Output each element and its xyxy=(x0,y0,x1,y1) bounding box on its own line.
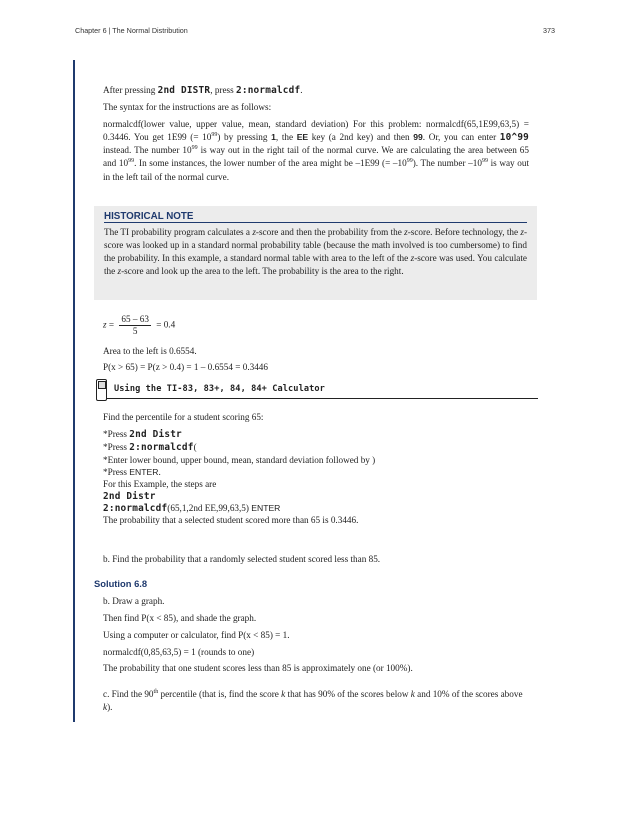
historical-note-rule xyxy=(104,222,527,223)
solution-line-2: Then find P(x < 85), and shade the graph. xyxy=(103,613,257,623)
solution-line-1: b. Draw a graph. xyxy=(103,596,165,606)
syntax-paragraph: normalcdf(lower value, upper value, mean, standard deviation) For this problem: normalcdf(65,1E99,63,5) = 0.3446. You get 1E99 (= $10^{99}$) by pressing 1, the EE key (a 2nd key) and then 99. Or, you can enter 10^99 instead. The number $10^{99}$ is way out in the right tail of the normal curve. We are calculating the area between 65 and $10^{99}$. In some instances, the lower number of the area might be –1E99 (= $-10^{99}$). The number $-10^{99}$ is way out in the left tail of the normal curve. xyxy=(103,119,530,182)
part-c-question: c. Find the 90th percentile (that is, find the score k that has 90% of the scores below k and 10% of the scores above k). xyxy=(103,688,523,713)
probability-line: P(x > 65) = P(z > 0.4) = 1 – 0.6554 = 0.3446 xyxy=(103,362,268,372)
left-margin-rule xyxy=(73,60,75,722)
key-10-99: 10^99 xyxy=(499,132,530,144)
syntax-line: The syntax for the instructions are as follows: xyxy=(103,102,272,112)
calc-find-line: Find the percentile for a student scoring 65: xyxy=(103,412,264,422)
key-normalcdf: 2:normalcdf xyxy=(236,85,301,96)
key-1: 1 xyxy=(271,132,276,143)
page-number: 373 xyxy=(543,26,555,35)
historical-note-title: HISTORICAL NOTE xyxy=(104,211,194,222)
calculator-title: Using the TI-83, 83+, 84, 84+ Calculator xyxy=(114,384,325,394)
calc-step-5: For this Example, the steps are xyxy=(103,479,217,489)
key-2nd-distr: 2nd DISTR xyxy=(157,85,211,96)
calc-step-4: *Press ENTER. xyxy=(103,467,161,477)
solution-line-5: The probability that one student scores less than 85 is approximately one (or 100%). xyxy=(103,663,413,673)
calc-step-8: The probability that a selected student scored more than 65 is 0.3446. xyxy=(103,515,359,525)
part-b-question: b. Find the probability that a randomly selected student scored less than 85. xyxy=(103,554,381,564)
solution-line-3: Using a computer or calculator, find P(x < 85) = 1. xyxy=(103,630,290,640)
intro-after-pressing: After pressing 2nd DISTR, press 2:normalcdf. xyxy=(103,85,303,96)
calc-step-1: *Press 2nd Distr xyxy=(103,429,182,440)
z-fraction: $\frac{65 - 63}{5}$ xyxy=(121,314,149,337)
calculator-rule xyxy=(106,398,538,399)
chapter-header: Chapter 6 | The Normal Distribution xyxy=(75,26,188,35)
area-left-line: Area to the left is 0.6554. xyxy=(103,346,197,356)
key-ee: EE xyxy=(296,132,309,143)
solution-title: Solution 6.8 xyxy=(94,578,148,589)
calc-step-6: 2nd Distr xyxy=(103,491,156,502)
historical-note-box xyxy=(94,206,537,300)
z-score-formula: z = $\frac{65 - 63}{5}$ = 0.4 xyxy=(103,314,176,337)
calc-step-7: 2:normalcdf(65,1,2nd EE,99,63,5) ENTER xyxy=(103,503,281,514)
historical-note-text: The TI probability program calculates a z-score and then the probability from the z-score. Before technology, the z-score was looked up in a standard normal probability table (because the math involved is too cumbersome) to find the probability. In this example, a standard normal table with area to the left of the z-score was used. You calculate the z-score and look up the area to the left. The probability is the area to the right. xyxy=(104,227,528,277)
calc-step-3: *Enter lower bound, upper bound, mean, standard deviation followed by ) xyxy=(103,455,376,465)
key-99: 99 xyxy=(413,132,423,143)
calc-step-2: *Press 2:normalcdf( xyxy=(103,442,197,453)
solution-line-4: normalcdf(0,85,63,5) = 1 (rounds to one) xyxy=(103,647,255,657)
